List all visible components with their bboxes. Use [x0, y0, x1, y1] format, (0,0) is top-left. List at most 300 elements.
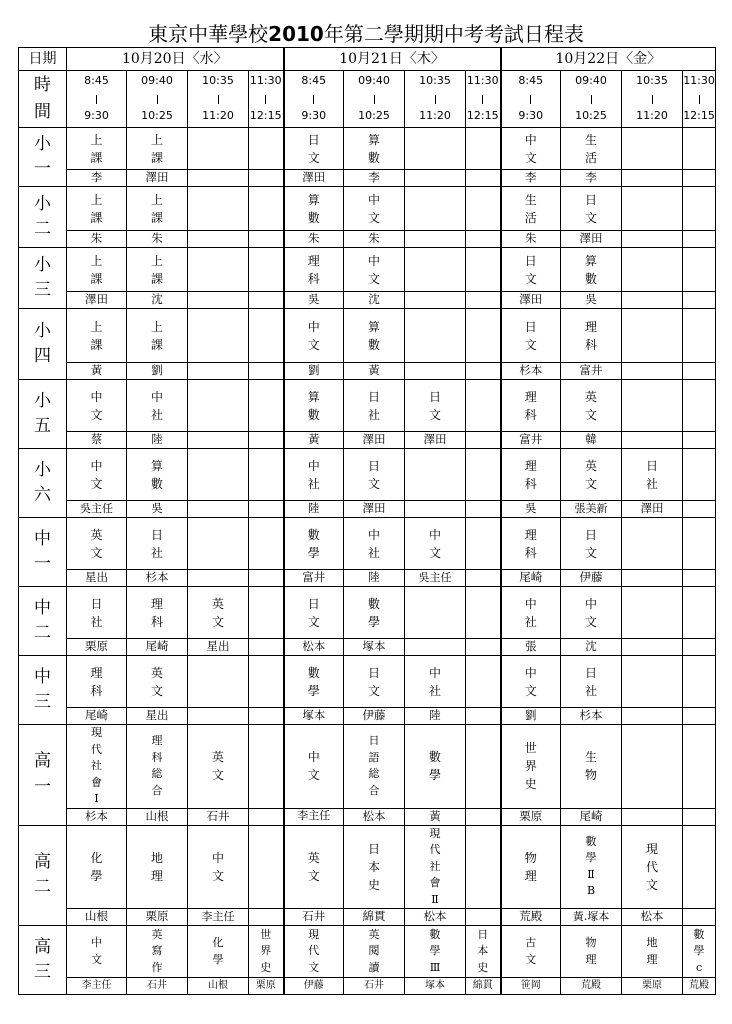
subject-cell — [501, 309, 561, 363]
teacher-cell — [622, 639, 683, 656]
subject-cell — [561, 309, 622, 363]
teacher-cell: 李 — [344, 170, 405, 187]
teacher-cell: 沈 — [344, 292, 405, 309]
teacher-cell — [188, 432, 249, 449]
vertical-text: 數 學 — [368, 596, 381, 629]
subject-cell — [188, 656, 249, 708]
vertical-text: 中 文 — [585, 596, 598, 629]
subject-cell — [344, 587, 405, 639]
grade-label — [19, 725, 67, 826]
subject-cell — [622, 187, 683, 231]
teacher-cell: 劉 — [501, 708, 561, 725]
teacher-cell: 荒殿 — [683, 978, 716, 995]
grade-char: 六 — [34, 485, 51, 505]
teacher-cell: 劉 — [127, 363, 188, 380]
teacher-cell — [249, 639, 284, 656]
teacher-cell: 山根 — [188, 978, 249, 995]
schedule-table — [18, 47, 716, 995]
teacher-cell — [188, 363, 249, 380]
vertical-text: 中 文 — [307, 319, 320, 352]
subject-cell — [188, 380, 249, 432]
vertical-text: 日 文 — [524, 253, 537, 286]
teacher-cell — [466, 808, 501, 825]
time-end: 11:20 — [636, 109, 668, 123]
subject-cell — [249, 926, 284, 978]
time-end: 12:15 — [466, 109, 499, 123]
subject-cell — [405, 309, 466, 363]
subject-cell — [188, 187, 249, 231]
subject-cell — [501, 656, 561, 708]
subject-cell — [284, 725, 344, 809]
subject-cell — [344, 380, 405, 432]
subject-cell — [67, 725, 127, 809]
subject-cell — [284, 656, 344, 708]
teacher-cell: 杉本 — [127, 570, 188, 587]
subject-cell — [67, 656, 127, 708]
subject-cell — [127, 725, 188, 809]
time-end: 10:25 — [358, 109, 390, 123]
subject-cell — [127, 587, 188, 639]
subject-cell — [188, 725, 249, 809]
teacher-cell: 栗原 — [501, 808, 561, 825]
teacher-cell — [622, 363, 683, 380]
teacher-cell — [188, 708, 249, 725]
teacher-cell: 黃 — [405, 808, 466, 825]
vertical-text: 算 數 — [150, 458, 163, 491]
teacher-cell: 星出 — [127, 708, 188, 725]
vertical-text: 現 代 文 — [646, 841, 659, 892]
subject-cell — [501, 380, 561, 432]
teacher-cell: 朱 — [284, 231, 344, 248]
subject-cell — [67, 449, 127, 501]
vertical-text: 上 課 — [150, 192, 163, 225]
subject-cell — [683, 518, 716, 570]
teacher-cell: 陸 — [284, 501, 344, 518]
subject-cell — [188, 309, 249, 363]
time-separator — [218, 95, 219, 104]
vertical-text: 數 學 — [307, 665, 320, 698]
subject-cell — [501, 587, 561, 639]
subject-cell — [466, 309, 501, 363]
teacher-cell: 澤田 — [284, 170, 344, 187]
subject-cell — [683, 926, 716, 978]
vertical-text: 數 學 — [429, 750, 442, 783]
vertical-text: 中 文 — [211, 850, 224, 883]
day-header: 10月22日〈金〉 — [501, 48, 716, 71]
time-separator — [591, 95, 592, 104]
subject-cell — [344, 825, 405, 909]
teacher-cell: 伊藤 — [344, 708, 405, 725]
teacher-cell: 吳主任 — [67, 501, 127, 518]
vertical-text: 地 理 — [150, 850, 163, 883]
teacher-cell: 尾崎 — [501, 570, 561, 587]
subject-cell — [284, 587, 344, 639]
teacher-cell: 李 — [501, 170, 561, 187]
teacher-cell — [466, 363, 501, 380]
time-start: 09:40 — [141, 74, 173, 87]
teacher-cell: 李主任 — [188, 909, 249, 926]
teacher-cell — [466, 570, 501, 587]
vertical-text: 日 本 史 — [368, 841, 381, 892]
vertical-text: 算 數 — [368, 132, 381, 165]
grade-char: 小 — [34, 459, 51, 480]
teacher-cell — [683, 501, 716, 518]
subject-cell — [501, 518, 561, 570]
vertical-text: 現 代 社 會 Ⅱ — [429, 826, 441, 906]
subject-cell — [622, 926, 683, 978]
subject-cell — [405, 187, 466, 231]
teacher-cell: 尾崎 — [67, 708, 127, 725]
subject-cell — [344, 656, 405, 708]
page-title — [0, 18, 732, 47]
time-label-char: 間 — [34, 102, 51, 122]
vertical-text: 上 課 — [90, 253, 103, 286]
grade-char: 二 — [34, 219, 51, 239]
subject-cell — [683, 187, 716, 231]
time-start: 09:40 — [358, 74, 390, 87]
vertical-text: 日 社 — [150, 527, 163, 560]
grade-char: 中 — [34, 597, 51, 618]
grade-char: 中 — [34, 528, 51, 549]
subject-cell — [127, 380, 188, 432]
teacher-cell: 伊藤 — [284, 978, 344, 995]
teacher-cell: 沈 — [127, 292, 188, 309]
subject-cell — [683, 128, 716, 170]
subject-cell — [284, 128, 344, 170]
teacher-cell: 綿貫 — [466, 978, 501, 995]
subject-cell — [501, 187, 561, 231]
vertical-text: 中 社 — [150, 389, 163, 422]
grade-label — [19, 309, 67, 380]
time-start: 11:30 — [683, 74, 715, 87]
teacher-cell: 笹岡 — [501, 978, 561, 995]
title-suffix: 年第二學期期中考考試日程表 — [323, 22, 584, 46]
subject-cell — [405, 380, 466, 432]
teacher-cell — [249, 909, 284, 926]
subject-cell — [249, 449, 284, 501]
grade-label — [19, 187, 67, 248]
grade-label — [19, 248, 67, 309]
teacher-cell — [683, 231, 716, 248]
grade-char: 小 — [34, 320, 51, 341]
subject-cell — [127, 449, 188, 501]
subject-cell — [561, 518, 622, 570]
subject-cell — [67, 128, 127, 170]
subject-cell — [622, 656, 683, 708]
subject-cell — [466, 587, 501, 639]
vertical-text: 英 文 — [211, 596, 224, 629]
subject-cell — [344, 449, 405, 501]
grade-char: 小 — [34, 254, 51, 275]
subject-cell — [466, 248, 501, 292]
teacher-cell: 富井 — [561, 363, 622, 380]
teacher-cell: 栗原 — [249, 978, 284, 995]
subject-cell — [561, 449, 622, 501]
subject-cell — [561, 380, 622, 432]
time-end: 10:25 — [141, 109, 173, 123]
subject-cell — [344, 187, 405, 231]
teacher-cell: 星出 — [67, 570, 127, 587]
subject-cell — [249, 309, 284, 363]
teacher-cell — [188, 570, 249, 587]
teacher-cell — [249, 231, 284, 248]
vertical-text: 中 文 — [307, 750, 320, 783]
time-separator — [699, 95, 700, 104]
grade-char: 一 — [34, 554, 51, 574]
grade-char: 高 — [34, 851, 51, 872]
vertical-text: 數 學 — [307, 527, 320, 560]
subject-cell — [466, 128, 501, 170]
teacher-cell: 陸 — [127, 432, 188, 449]
time-separator — [374, 95, 375, 104]
subject-cell — [683, 248, 716, 292]
subject-cell — [405, 518, 466, 570]
vertical-text: 英 文 — [150, 665, 163, 698]
teacher-cell: 伊藤 — [561, 570, 622, 587]
time-separator — [96, 95, 97, 104]
teacher-cell — [188, 501, 249, 518]
teacher-cell: 朱 — [127, 231, 188, 248]
vertical-text: 古 文 — [525, 936, 537, 966]
vertical-text: 日 文 — [585, 192, 598, 225]
time-end: 11:20 — [419, 109, 451, 123]
subject-cell — [405, 248, 466, 292]
title-prefix: 東京中華學校 — [148, 22, 269, 46]
teacher-cell — [683, 639, 716, 656]
subject-cell — [405, 587, 466, 639]
subject-cell — [561, 587, 622, 639]
subject-cell — [466, 449, 501, 501]
subject-cell — [622, 248, 683, 292]
teacher-cell: 澤田 — [501, 292, 561, 309]
time-start: 8:45 — [301, 74, 327, 87]
subject-cell — [501, 825, 561, 909]
time-separator — [157, 95, 158, 104]
vertical-text: 現 代 文 — [308, 927, 320, 974]
vertical-text: 中 文 — [90, 458, 103, 491]
grade-label — [19, 656, 67, 725]
subject-cell — [466, 380, 501, 432]
subject-cell — [683, 656, 716, 708]
teacher-cell: 尾崎 — [561, 808, 622, 825]
teacher-cell: 李主任 — [67, 978, 127, 995]
subject-cell — [501, 725, 561, 809]
grade-label — [19, 380, 67, 449]
teacher-cell — [622, 432, 683, 449]
subject-cell — [188, 449, 249, 501]
teacher-cell: 劉 — [284, 363, 344, 380]
teacher-cell — [622, 570, 683, 587]
subject-cell — [249, 248, 284, 292]
subject-cell — [188, 128, 249, 170]
teacher-cell: 吳 — [127, 501, 188, 518]
subject-cell — [127, 825, 188, 909]
teacher-cell: 塚本 — [405, 978, 466, 995]
subject-cell — [561, 128, 622, 170]
teacher-cell: 山根 — [127, 808, 188, 825]
grade-char: 三 — [34, 692, 51, 712]
subject-cell — [466, 656, 501, 708]
teacher-cell: 塚本 — [344, 639, 405, 656]
vertical-text: 理 科 — [90, 665, 103, 698]
teacher-cell: 松本 — [284, 639, 344, 656]
subject-cell — [284, 449, 344, 501]
subject-cell — [284, 518, 344, 570]
teacher-cell: 陸 — [405, 708, 466, 725]
vertical-text: 理 科 — [150, 596, 163, 629]
time-start: 11:30 — [466, 74, 499, 87]
teacher-cell — [249, 501, 284, 518]
teacher-cell — [466, 501, 501, 518]
time-separator — [313, 95, 314, 104]
vertical-text: 化 學 — [90, 850, 103, 883]
subject-cell — [405, 926, 466, 978]
vertical-text: 英 閱 讀 — [368, 927, 380, 974]
grade-char: 小 — [34, 390, 51, 411]
subject-cell — [249, 380, 284, 432]
grade-char: 三 — [34, 962, 51, 982]
subject-cell — [683, 380, 716, 432]
subject-cell — [188, 518, 249, 570]
grade-char: 一 — [34, 159, 51, 179]
subject-cell — [622, 128, 683, 170]
teacher-cell — [405, 501, 466, 518]
teacher-cell: 石井 — [284, 909, 344, 926]
title-year: 2010 — [268, 22, 324, 46]
teacher-cell: 澤田 — [622, 501, 683, 518]
teacher-cell — [683, 909, 716, 926]
vertical-text: 中 文 — [429, 527, 442, 560]
subject-cell — [344, 518, 405, 570]
subject-cell — [561, 248, 622, 292]
teacher-cell: 沈 — [561, 639, 622, 656]
teacher-cell: 荒殿 — [561, 978, 622, 995]
grade-label — [19, 449, 67, 518]
time-separator — [482, 95, 483, 104]
time-slot — [501, 71, 561, 128]
teacher-cell — [405, 363, 466, 380]
teacher-cell: 杉本 — [561, 708, 622, 725]
teacher-cell — [466, 909, 501, 926]
vertical-text: 算 數 — [368, 319, 381, 352]
vertical-text: 上 課 — [90, 132, 103, 165]
subject-cell — [622, 518, 683, 570]
teacher-cell — [683, 363, 716, 380]
teacher-cell — [622, 170, 683, 187]
subject-cell — [344, 926, 405, 978]
time-start: 10:35 — [636, 74, 668, 87]
teacher-cell — [683, 170, 716, 187]
vertical-text: 理 科 — [524, 458, 537, 491]
teacher-cell: 杉本 — [67, 808, 127, 825]
teacher-cell: 松本 — [405, 909, 466, 926]
vertical-text: 物 理 — [524, 850, 537, 883]
vertical-text: 中 文 — [524, 665, 537, 698]
subject-cell — [405, 656, 466, 708]
vertical-text: 數 學 Ⅱ B — [585, 834, 597, 898]
grade-char: 小 — [34, 133, 51, 154]
teacher-cell — [466, 231, 501, 248]
subject-cell — [67, 380, 127, 432]
grade-label — [19, 926, 67, 995]
time-separator — [530, 95, 531, 104]
time-slot — [284, 71, 344, 128]
grade-char: 五 — [34, 416, 51, 436]
subject-cell — [622, 449, 683, 501]
teacher-cell — [188, 292, 249, 309]
teacher-cell — [683, 708, 716, 725]
vertical-text: 英 文 — [90, 527, 103, 560]
subject-cell — [249, 825, 284, 909]
teacher-cell: 塚本 — [284, 708, 344, 725]
teacher-cell — [249, 432, 284, 449]
grade-char: 一 — [34, 776, 51, 797]
subject-cell — [284, 187, 344, 231]
grade-char: 高 — [34, 936, 51, 957]
time-separator — [265, 95, 266, 104]
vertical-text: 日 文 — [429, 389, 442, 422]
vertical-text: 日 文 — [307, 132, 320, 165]
teacher-cell: 澤田 — [405, 432, 466, 449]
vertical-text: 數 學 Ⅲ — [429, 927, 441, 974]
grade-label — [19, 128, 67, 187]
teacher-cell: 石井 — [344, 978, 405, 995]
teacher-cell: 杉本 — [501, 363, 561, 380]
teacher-cell — [466, 639, 501, 656]
subject-cell — [561, 825, 622, 909]
time-start: 8:45 — [84, 74, 109, 87]
teacher-cell: 吳 — [284, 292, 344, 309]
teacher-cell — [188, 231, 249, 248]
teacher-cell — [249, 708, 284, 725]
subject-cell — [501, 248, 561, 292]
teacher-cell: 松本 — [344, 808, 405, 825]
grade-char: 四 — [34, 346, 51, 366]
vertical-text: 上 課 — [90, 319, 103, 352]
teacher-cell — [683, 808, 716, 825]
time-separator — [652, 95, 653, 104]
subject-cell — [284, 380, 344, 432]
teacher-cell: 陸 — [344, 570, 405, 587]
vertical-text: 數 學 c — [693, 927, 705, 974]
vertical-text: 理 科 — [524, 389, 537, 422]
vertical-text: 地 理 — [646, 936, 658, 966]
vertical-text: 世 界 史 — [260, 927, 272, 974]
vertical-text: 上 課 — [150, 253, 163, 286]
subject-cell — [249, 518, 284, 570]
subject-cell — [466, 725, 501, 809]
subject-cell — [405, 128, 466, 170]
vertical-text: 上 課 — [150, 132, 163, 165]
time-end: 9:30 — [301, 109, 327, 123]
vertical-text: 算 數 — [307, 389, 320, 422]
teacher-cell: 澤田 — [561, 231, 622, 248]
subject-cell — [405, 825, 466, 909]
teacher-cell — [466, 292, 501, 309]
teacher-cell: 張 — [501, 639, 561, 656]
subject-cell — [561, 926, 622, 978]
teacher-cell: 朱 — [67, 231, 127, 248]
teacher-cell: 張美新 — [561, 501, 622, 518]
teacher-cell: 吳 — [501, 501, 561, 518]
time-slot — [344, 71, 405, 128]
subject-cell — [344, 128, 405, 170]
vertical-text: 中 社 — [368, 527, 381, 560]
teacher-cell: 朱 — [344, 231, 405, 248]
time-start: 8:45 — [518, 74, 544, 87]
teacher-cell — [466, 170, 501, 187]
subject-cell — [67, 518, 127, 570]
